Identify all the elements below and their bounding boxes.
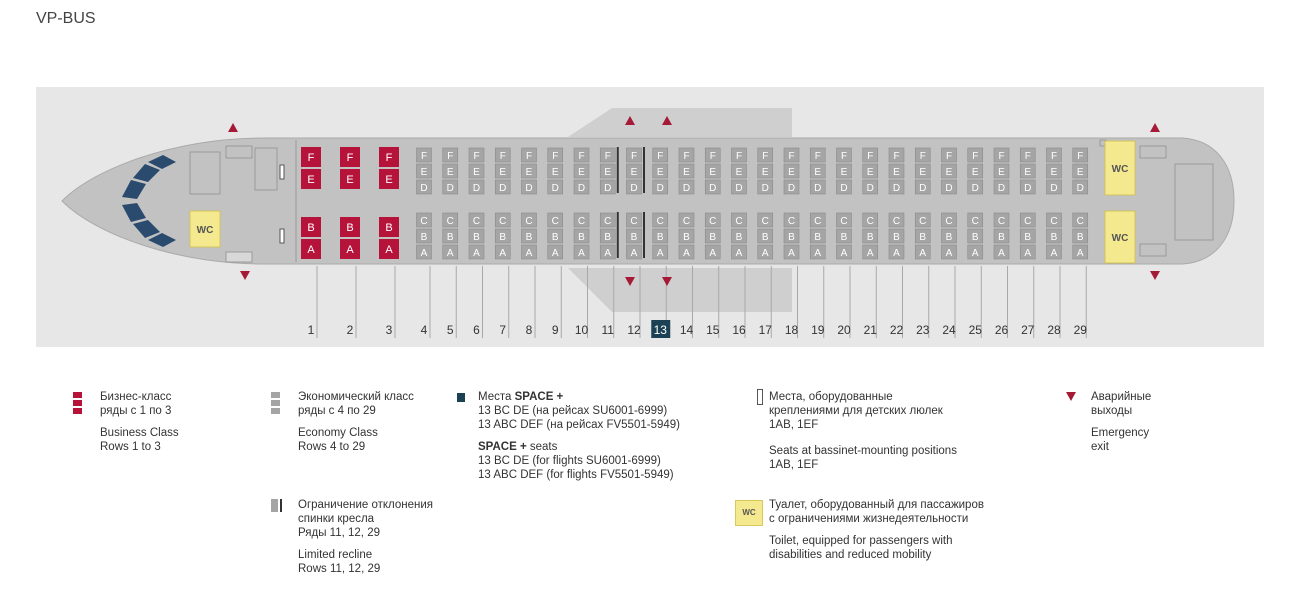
seat-letter: A bbox=[578, 248, 585, 259]
seat-letter: B bbox=[761, 232, 769, 243]
seat-letter: E bbox=[385, 174, 393, 186]
legend-bassinet-ru2: креплениями для детских люлек bbox=[769, 405, 943, 417]
seat-letter: D bbox=[1024, 183, 1032, 194]
seat-letter: C bbox=[971, 216, 979, 227]
seat-letter: D bbox=[761, 183, 769, 194]
seat-letter: C bbox=[472, 216, 481, 227]
row-label: 9 bbox=[551, 323, 559, 337]
seat-letter: A bbox=[656, 248, 664, 259]
seat-letter: C bbox=[682, 216, 691, 227]
seat-letter: F bbox=[420, 151, 428, 162]
legend-bassinet-en1: Seats at bassinet-mounting positions bbox=[769, 445, 957, 457]
seat-letter: B bbox=[998, 232, 1005, 243]
legend-space-ru-l2: 13 ABC DEF (на рейсах FV5501-5949) bbox=[478, 419, 680, 431]
seat-letter: A bbox=[420, 248, 428, 259]
limited-recline-bar bbox=[617, 212, 619, 258]
seat-letter: E bbox=[919, 167, 927, 178]
legend-space-ru-title-text: Места bbox=[478, 391, 515, 403]
seat-letter: F bbox=[709, 151, 716, 162]
seat-letter: B bbox=[1076, 232, 1084, 243]
seat-letter: D bbox=[997, 183, 1006, 194]
seat-letter: B bbox=[840, 232, 848, 243]
seat-letter: A bbox=[945, 248, 953, 259]
seat-letter: F bbox=[447, 151, 454, 162]
legend-recline-ru2: спинки кресла bbox=[298, 513, 375, 525]
seat-letter: C bbox=[551, 216, 559, 227]
seat-letter: B bbox=[893, 232, 900, 243]
seat-letter: F bbox=[630, 151, 638, 162]
seat-letter: E bbox=[709, 167, 717, 178]
seat-letter: A bbox=[866, 248, 874, 259]
seat-letter: B bbox=[1050, 232, 1058, 243]
seat-letter: D bbox=[945, 183, 953, 194]
seat-letter: E bbox=[420, 167, 428, 178]
seat-letter: E bbox=[893, 167, 900, 178]
row-label: 26 bbox=[994, 323, 1009, 337]
seat-letter: C bbox=[761, 216, 769, 227]
row-label: 8 bbox=[525, 323, 533, 337]
seat-letter: D bbox=[709, 183, 717, 194]
seat-letter: E bbox=[1024, 167, 1032, 178]
seat-letter: C bbox=[499, 216, 507, 227]
wc-label: WC bbox=[1111, 233, 1129, 244]
seat-letter: C bbox=[787, 216, 796, 227]
seat-letter: F bbox=[578, 151, 585, 162]
bassinet-swatch-icon bbox=[757, 389, 763, 405]
seat-letter: C bbox=[892, 216, 901, 227]
legend-recline-ru1: Ограничение отклонения bbox=[298, 499, 434, 511]
seat-letter: A bbox=[893, 248, 900, 259]
legend-recline-en2: Rows 11, 12, 29 bbox=[298, 563, 381, 575]
seat-letter: F bbox=[814, 151, 821, 162]
legend-business-ru2: ряды с 1 по 3 bbox=[100, 405, 172, 417]
seat-letter: D bbox=[919, 183, 927, 194]
row-label: 2 bbox=[346, 323, 354, 337]
seat-letter: B bbox=[499, 232, 507, 243]
seat-letter: F bbox=[307, 152, 315, 164]
seat-letter: B bbox=[551, 232, 559, 243]
seat-letter: E bbox=[446, 167, 454, 178]
seat-letter: F bbox=[788, 151, 795, 162]
seat-letter: E bbox=[866, 167, 874, 178]
seat-letter: E bbox=[683, 167, 690, 178]
seat-letter: D bbox=[1050, 183, 1058, 194]
seat-letter: A bbox=[630, 248, 638, 259]
row-label: 22 bbox=[889, 323, 904, 337]
seat-letter: C bbox=[1050, 216, 1058, 227]
seat-letter: B bbox=[525, 232, 533, 243]
seat-letter: C bbox=[446, 216, 454, 227]
seat-letter: A bbox=[788, 248, 795, 259]
seat-letter: E bbox=[998, 167, 1005, 178]
seat-letter: D bbox=[577, 183, 586, 194]
seat-letter: F bbox=[972, 151, 979, 162]
row-label: 10 bbox=[574, 323, 589, 337]
seat-letter: C bbox=[709, 216, 717, 227]
seat-letter: F bbox=[919, 151, 926, 162]
seat-letter: A bbox=[346, 244, 354, 256]
row-label: 25 bbox=[968, 323, 982, 337]
legend-space-en-l2: 13 ABC DEF (for flights FV5501-5949) bbox=[478, 469, 674, 481]
legend-exits-ru2: выходы bbox=[1091, 405, 1133, 417]
seat-letter: F bbox=[893, 151, 900, 162]
seat-letter: C bbox=[919, 216, 927, 227]
legend-toilet-ru1: Туалет, оборудованный для пассажиров bbox=[769, 499, 984, 511]
seat-letter: B bbox=[735, 232, 743, 243]
seat-letter: B bbox=[307, 222, 315, 234]
seat-letter: F bbox=[499, 151, 506, 162]
seat-letter: F bbox=[473, 151, 480, 162]
row-label: 16 bbox=[732, 323, 746, 337]
seat-letter: D bbox=[525, 183, 533, 194]
seat-letter: D bbox=[446, 183, 454, 194]
seat-letter: B bbox=[578, 232, 585, 243]
legend-space-en-title bbox=[478, 440, 680, 454]
row-label: 5 bbox=[446, 323, 454, 337]
seat-letter: C bbox=[945, 216, 953, 227]
legend-economy-ru2: ряды с 4 по 29 bbox=[298, 405, 376, 417]
seat-letter: F bbox=[762, 151, 769, 162]
legend-toilet-en1: Toilet, equipped for passengers with bbox=[769, 535, 953, 547]
legend-space-ru-title bbox=[478, 390, 680, 404]
seat-letter: D bbox=[971, 183, 979, 194]
limited-recline-bar bbox=[643, 212, 645, 258]
seat-letter: F bbox=[735, 151, 743, 162]
seat-letter: A bbox=[840, 248, 848, 259]
seat-letter: D bbox=[420, 183, 428, 194]
seat-letter: E bbox=[525, 167, 533, 178]
seat-letter: F bbox=[657, 151, 664, 162]
seat-letter: D bbox=[656, 183, 664, 194]
seat-letter: D bbox=[499, 183, 507, 194]
seat-letter: C bbox=[735, 216, 743, 227]
seat-letter: D bbox=[787, 183, 796, 194]
seat-letter: A bbox=[1050, 248, 1058, 259]
row-label: 13 bbox=[653, 323, 667, 337]
recline-swatch-icon bbox=[271, 499, 278, 512]
seat-letter: F bbox=[945, 151, 953, 162]
legend-economy-en1: Economy Class bbox=[298, 427, 378, 439]
seat-letter: A bbox=[525, 248, 533, 259]
seat-letter: A bbox=[307, 244, 315, 256]
seat-letter: B bbox=[919, 232, 927, 243]
seat-letter: A bbox=[971, 248, 979, 259]
legend-business-ru1: Бизнес-класс bbox=[100, 391, 172, 403]
seat-letter: F bbox=[525, 151, 533, 162]
seat-letter: B bbox=[866, 232, 874, 243]
seat-letter: B bbox=[446, 232, 454, 243]
seat-letter: A bbox=[1076, 248, 1084, 259]
legend-space-ru-bold: SPACE + bbox=[514, 391, 564, 403]
seat-letter: B bbox=[814, 232, 822, 243]
seat-letter: A bbox=[446, 248, 454, 259]
seat-letter: F bbox=[1077, 151, 1084, 162]
seat-letter: A bbox=[499, 248, 507, 259]
wc-label: WC bbox=[196, 225, 214, 236]
seat-letter: F bbox=[552, 151, 559, 162]
seat-letter: B bbox=[971, 232, 979, 243]
seat-letter: D bbox=[682, 183, 691, 194]
seat-letter: D bbox=[1076, 183, 1084, 194]
row-label: 23 bbox=[916, 323, 930, 337]
business-swatch-icon bbox=[73, 392, 82, 398]
seat-letter: B bbox=[683, 232, 690, 243]
seat-letter: A bbox=[473, 248, 480, 259]
seat-letter: A bbox=[761, 248, 769, 259]
seat-letter: C bbox=[604, 216, 612, 227]
seat-letter: A bbox=[735, 248, 743, 259]
seat-letter: A bbox=[919, 248, 927, 259]
seat-letter: D bbox=[604, 183, 612, 194]
seat-letter: B bbox=[385, 222, 393, 234]
legend-exits-ru1: Аварийные bbox=[1091, 391, 1152, 403]
seat-letter: B bbox=[604, 232, 612, 243]
legend-space-en-bold: SPACE + bbox=[478, 441, 527, 453]
business-swatch-icon bbox=[73, 408, 82, 414]
seat-letter: C bbox=[420, 216, 428, 227]
seat-letter: C bbox=[866, 216, 874, 227]
seat-letter: E bbox=[578, 167, 585, 178]
seat-letter: A bbox=[998, 248, 1005, 259]
row-label: 19 bbox=[811, 323, 825, 337]
row-label: 29 bbox=[1073, 323, 1087, 337]
seat-letter: F bbox=[867, 151, 874, 162]
legend-space-en-title-text: seats bbox=[526, 441, 558, 453]
seat-letter: F bbox=[346, 152, 354, 164]
row-label: 12 bbox=[627, 323, 641, 337]
bassinet-marker bbox=[280, 229, 284, 243]
row-label: 17 bbox=[758, 323, 772, 337]
seat-letter: F bbox=[998, 151, 1005, 162]
recline-bar-icon bbox=[280, 499, 282, 512]
legend-space-en-l1: 13 BC DE (for flights SU6001-6999) bbox=[478, 455, 661, 467]
seat-letter: C bbox=[525, 216, 533, 227]
row-label: 1 bbox=[307, 323, 315, 337]
seat-letter: E bbox=[1076, 167, 1084, 178]
row-label: 21 bbox=[863, 323, 877, 337]
legend-toilet-ru2: с ограничениями жизнедеятельности bbox=[769, 513, 969, 525]
seat-letter: F bbox=[1050, 151, 1058, 162]
seat-letter: E bbox=[1050, 167, 1058, 178]
row-label: 14 bbox=[679, 323, 694, 337]
seat-letter: D bbox=[735, 183, 743, 194]
seat-letter: C bbox=[997, 216, 1006, 227]
limited-recline-bar bbox=[643, 147, 645, 193]
legend-recline-en1: Limited recline bbox=[298, 549, 373, 561]
legend-bassinet-ru1: Места, оборудованные bbox=[769, 391, 893, 403]
seat-letter: E bbox=[945, 167, 953, 178]
seat-letter: C bbox=[630, 216, 638, 227]
seat-letter: E bbox=[814, 167, 822, 178]
row-label: 3 bbox=[385, 323, 393, 337]
row-label: 11 bbox=[601, 323, 614, 337]
page-title: VP-BUS bbox=[36, 10, 96, 27]
seat-letter: C bbox=[1076, 216, 1084, 227]
seat-letter: E bbox=[735, 167, 743, 178]
limited-recline-bar bbox=[617, 147, 619, 193]
seat-letter: F bbox=[604, 151, 611, 162]
seat-letter: A bbox=[551, 248, 559, 259]
seat-letter: F bbox=[1024, 151, 1031, 162]
wc-swatch-icon: WC bbox=[735, 500, 763, 526]
seat-letter: D bbox=[551, 183, 559, 194]
seat-letter: B bbox=[630, 232, 638, 243]
seat-letter: E bbox=[971, 167, 979, 178]
seat-letter: B bbox=[945, 232, 953, 243]
seat-letter: D bbox=[866, 183, 874, 194]
space-swatch-icon bbox=[457, 393, 465, 402]
seat-letter: B bbox=[473, 232, 480, 243]
legend-exits-en2: exit bbox=[1091, 441, 1109, 453]
seat-letter: D bbox=[892, 183, 901, 194]
legend-toilet-en2: disabilities and reduced mobility bbox=[769, 549, 932, 561]
legend-business-en1: Business Class bbox=[100, 427, 179, 439]
seat-letter: E bbox=[346, 174, 354, 186]
legend-exits-en1: Emergency bbox=[1091, 427, 1150, 439]
economy-swatch-icon bbox=[271, 408, 280, 414]
seat-letter: C bbox=[840, 216, 848, 227]
seat-letter: E bbox=[551, 167, 559, 178]
legend-recline-ru3: Ряды 11, 12, 29 bbox=[298, 527, 380, 539]
seat-letter: A bbox=[814, 248, 822, 259]
row-label: 20 bbox=[837, 323, 851, 337]
seat-letter: B bbox=[420, 232, 428, 243]
seat-letter: E bbox=[307, 174, 315, 186]
seat-letter: E bbox=[656, 167, 664, 178]
seat-letter: B bbox=[1024, 232, 1032, 243]
seat-letter: E bbox=[788, 167, 795, 178]
wc-label: WC bbox=[1111, 164, 1129, 175]
row-label: 4 bbox=[420, 323, 428, 337]
seat-letter: D bbox=[630, 183, 638, 194]
row-label: 24 bbox=[942, 323, 956, 337]
legend-economy-ru1: Экономический класс bbox=[298, 391, 414, 403]
business-swatch-icon bbox=[73, 400, 82, 406]
legend-bassinet-ru3: 1AB, 1EF bbox=[769, 419, 819, 431]
seat-letter: C bbox=[1024, 216, 1032, 227]
row-label: 15 bbox=[706, 323, 720, 337]
seat-letter: D bbox=[814, 183, 822, 194]
legend-space-ru-l1: 13 BC DE (на рейсах SU6001-6999) bbox=[478, 405, 668, 417]
seat-letter: E bbox=[840, 167, 848, 178]
seat-letter: E bbox=[499, 167, 507, 178]
row-label: 28 bbox=[1047, 323, 1061, 337]
seat-letter: E bbox=[473, 167, 480, 178]
legend-business-en2: Rows 1 to 3 bbox=[100, 441, 161, 453]
row-label: 7 bbox=[499, 323, 507, 337]
seat-letter: B bbox=[788, 232, 795, 243]
seat-letter: A bbox=[1024, 248, 1032, 259]
seat-letter: E bbox=[604, 167, 612, 178]
seat-letter: E bbox=[761, 167, 769, 178]
seat-letter: A bbox=[683, 248, 690, 259]
seat-letter: E bbox=[630, 167, 638, 178]
seat-letter: D bbox=[472, 183, 481, 194]
legend-economy-en2: Rows 4 to 29 bbox=[298, 441, 366, 453]
seat-letter: D bbox=[840, 183, 848, 194]
row-label: 6 bbox=[473, 323, 480, 337]
seat-letter: A bbox=[604, 248, 612, 259]
seat-letter: C bbox=[814, 216, 822, 227]
row-label: 18 bbox=[784, 323, 799, 337]
seat-letter: A bbox=[709, 248, 717, 259]
seat-letter: C bbox=[656, 216, 664, 227]
row-label: 27 bbox=[1021, 323, 1035, 337]
seat-letter: F bbox=[385, 152, 393, 164]
seat-letter: B bbox=[346, 222, 354, 234]
seat-letter: C bbox=[577, 216, 586, 227]
legend-bassinet-en2: 1AB, 1EF bbox=[769, 459, 819, 471]
seat-letter: F bbox=[840, 151, 848, 162]
seat-letter: B bbox=[709, 232, 717, 243]
economy-swatch-icon bbox=[271, 392, 280, 398]
seat-letter: F bbox=[683, 151, 690, 162]
seat-letter: B bbox=[656, 232, 664, 243]
economy-swatch-icon bbox=[271, 400, 280, 406]
seat-letter: A bbox=[385, 244, 393, 256]
exit-triangle-icon bbox=[1066, 392, 1076, 401]
bassinet-marker bbox=[280, 165, 284, 179]
